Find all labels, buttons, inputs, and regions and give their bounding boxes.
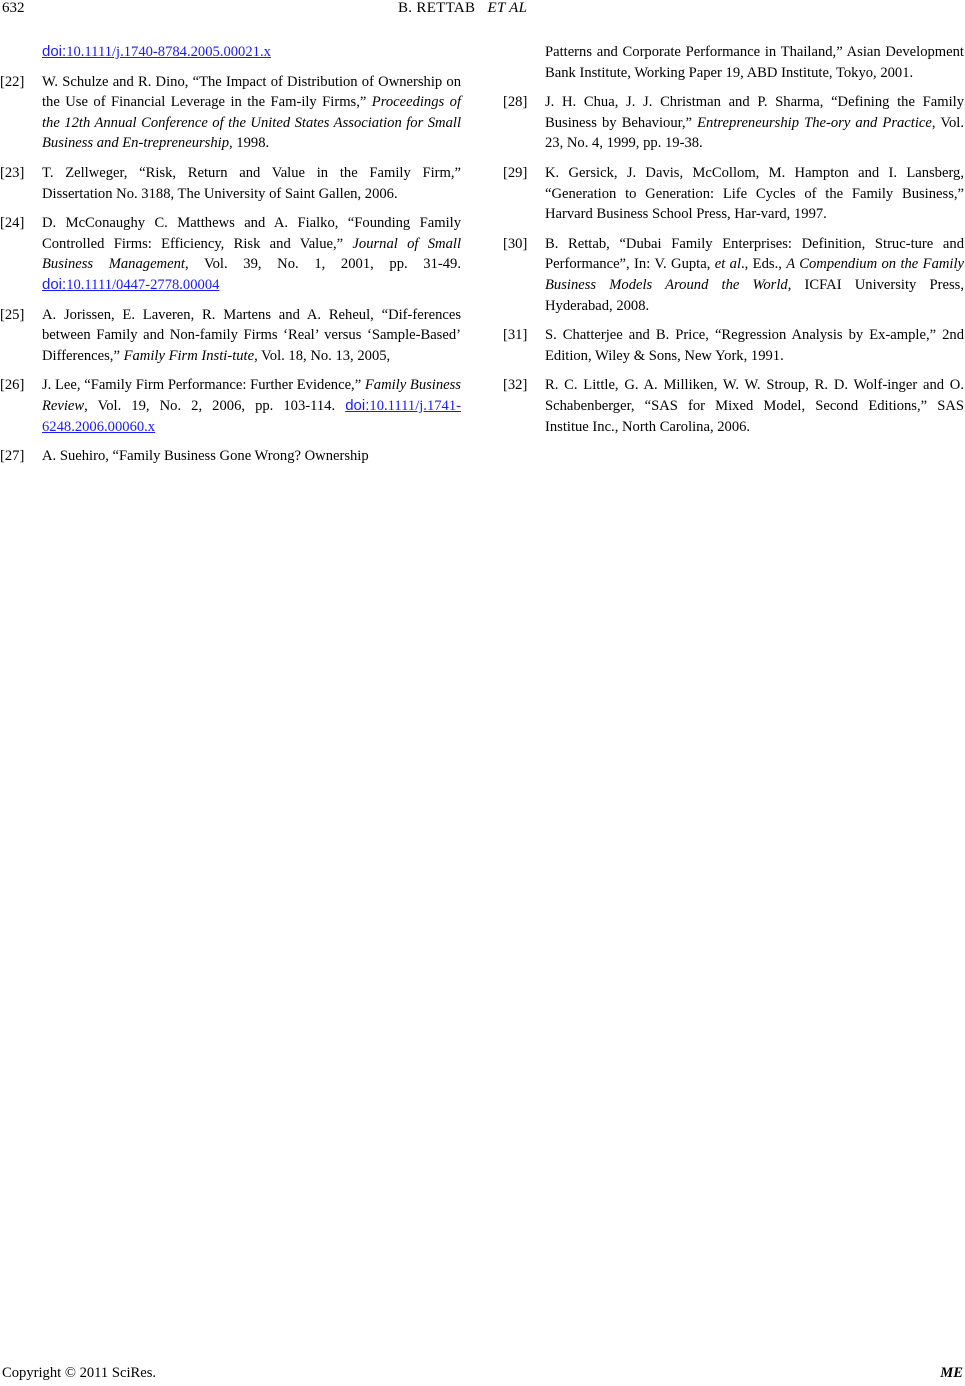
reference-25: [25] A. Jorissen, E. Laveren, R. Martens and A. Reheul, “Dif-ferences between Family and Non-family Firms ‘Real’ versus ‘Sample-Based’ Differences,” Family Firm Insti-tute, Vol. 18, No. 13, 2005,: [0, 306, 461, 364]
running-head-authors: B. RETTAB: [398, 0, 476, 16]
reference-number: [29]: [503, 164, 528, 181]
doi-link[interactable]: doi:10.1111/j.1741-6248.2006.00060.x: [42, 396, 461, 435]
reference-27: [27] A. Suehiro, “Family Business Gone Wrong? Ownership: [0, 446, 461, 467]
reference-23: [23] T. Zellweger, “Risk, Return and Value in the Family Firm,” Dissertation No. 3188, The University of Saint Gallen, 2006.: [0, 164, 461, 202]
reference-number: [22]: [0, 73, 25, 90]
footer-copyright: Copyright © 2011 SciRes.: [2, 1365, 157, 1381]
running-head: [398, 0, 527, 17]
left-column: [0, 42, 461, 476]
reference-28: [28] J. H. Chua, J. J. Christman and P. Sharma, “Defining the Family Business by Behaviour,” Entrepreneurship The-ory and Practice, Vol. 23, No. 4, 1999, pp. 19-38.: [503, 94, 964, 152]
reference-number: [32]: [503, 377, 528, 394]
doi-link[interactable]: doi:10.1111/0447-2778.00004: [42, 275, 220, 293]
reference-number: [31]: [503, 327, 528, 344]
reference-number: [26]: [0, 377, 25, 394]
reference-29: [29] K. Gersick, J. Davis, McCollom, M. Hampton and I. Lansberg, “Generation to Generation: Life Cycles of the Family Business,” Harvard Business School Press, Har-vard, 1997.: [503, 164, 964, 223]
running-head-etal: ET AL: [487, 0, 528, 16]
reference-number: [27]: [0, 448, 25, 465]
reference-30: [30] B. Rettab, “Dubai Family Enterprises: Definition, Struc-ture and Performance”, In: V. Gupta, et al., Eds., A Compendium on the Family Business Models Around the World, ICFAI University Press, Hyderabad, 2008.: [503, 235, 964, 314]
reference-31: [31] S. Chatterjee and B. Price, “Regression Analysis by Ex-ample,” 2nd Edition, Wiley & Sons, New York, 1991.: [503, 327, 964, 364]
reference-24: [24] D. McConaughy C. Matthews and A. Fialko, “Founding Family Controlled Firms: Efficiency, Risk and Value,” Journal of Small Business Management, Vol. 39, No. 1, 2001, pp. 31-49. doi:10.1111/0447-2778.00004: [0, 215, 462, 293]
reference-26: [26] J. Lee, “Family Firm Performance: Further Evidence,” Family Business Review, Vol. 19, No. 2, 2006, pp. 103-114. doi:10.1111/j.1741-6248.2006.00060.x: [0, 377, 461, 435]
reference-number: [30]: [503, 235, 528, 252]
reference-number: [24]: [0, 215, 25, 232]
reference-number: [23]: [0, 164, 25, 181]
reference-continuation: [0, 42, 461, 63]
page-number: 632: [2, 0, 25, 16]
reference-27-continuation: Patterns and Corporate Performance in Thailand,” Asian Development Bank Institute, Working Paper 19, ABD Institute, Tokyo, 2001.: [545, 44, 964, 81]
footer-journal: ME: [940, 1365, 963, 1381]
reference-number: [25]: [0, 306, 25, 323]
right-column: [503, 42, 964, 446]
reference-22: [22] W. Schulze and R. Dino, “The Impact of Distribution of Ownership on the Use of Financial Leverage in the Fam-ily Firms,” Proceedings of the 12th Annual Conference of the United States Association for Small Business and En-trepreneurship, 1998.: [0, 73, 461, 152]
doi-link[interactable]: doi:10.1111/j.1740-8784.2005.00021.x: [42, 43, 271, 60]
reference-number: [28]: [503, 94, 528, 111]
reference-32: [32] R. C. Little, G. A. Milliken, W. W. Stroup, R. D. Wolf-inger and O. Schabenberger, “SAS for Mixed Model, Second Editions,” SAS Institue Inc., North Carolina, 2006.: [503, 377, 964, 435]
